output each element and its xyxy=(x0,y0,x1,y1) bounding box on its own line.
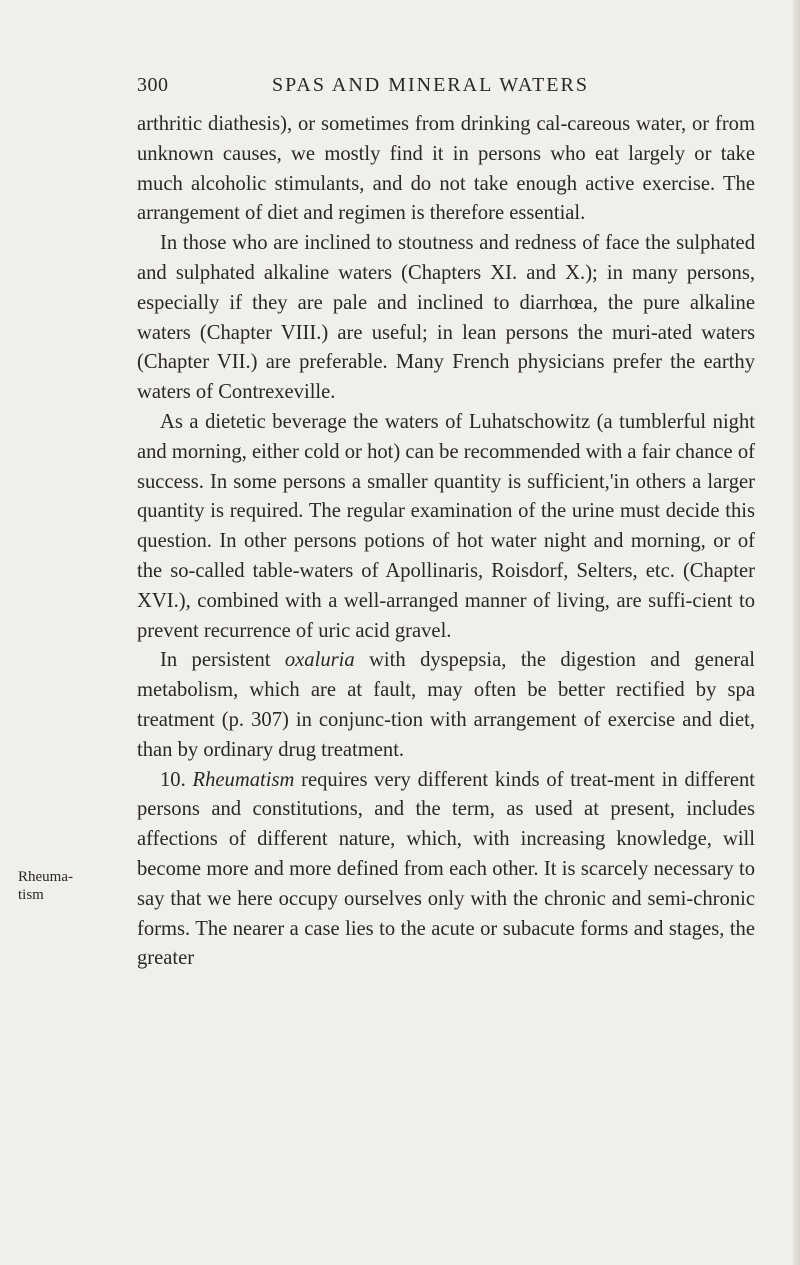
running-title: SPAS AND MINERAL WATERS xyxy=(272,74,589,96)
page-number: 300 xyxy=(137,74,169,96)
page-edge xyxy=(793,0,800,1265)
paragraph-3: As a dietetic beverage the waters of Luhatschowitz (a tumblerful night and morning, either cold or hot) can be recommended with a fair chance of success. In some persons a smaller quantity is sufficient,'in others a larger quantity is required. The regular examination of the urine must decide this question. In other persons potions of hot water night and morning, or of the so-called table-waters of Apollinaris, Roisdorf, Selters, etc. (Chapter XVI.), combined with a well-arranged manner of living, are suffi-cient to prevent recurrence of uric acid gravel. xyxy=(137,410,755,642)
body-text xyxy=(137,110,755,974)
paragraph-5 xyxy=(137,766,755,975)
paragraph-5-text-a: 10. xyxy=(160,768,193,791)
paragraph-2: In those who are inclined to stoutness and redness of face the sulphated and sulphated alkaline waters (Chapters XI. and X.); in many persons, especially if they are pale and inclined to diarrhœa, the pure alkaline waters (Chapter VIII.) are useful; in lean persons the muri-ated waters (Chapter VII.) are preferable. Many French physicians prefer the earthy waters of Contrexeville. xyxy=(137,232,755,404)
paragraph-4-text-a: In persistent xyxy=(160,649,285,672)
margin-note-rheumatism xyxy=(18,868,98,904)
paragraph-4-emphasis: oxaluria xyxy=(284,649,355,672)
page-header xyxy=(137,74,755,104)
paragraph-4-text-b: with dyspepsia, the digestion and general metabolism, which are at fault, may often be better rectified by spa treatment (p. 307) in conjunc-tion with arrangement of exercise and diet, than by ordinary drug treatment. xyxy=(137,649,755,761)
paragraph-1: arthritic diathesis), or sometimes from drinking cal-careous water, or from unknown causes, we mostly find it in persons who eat largely or take much alcoholic stimulants, and do not take enough active exercise. The arrangement of diet and regimen is therefore essential. xyxy=(137,113,755,225)
paragraph-4 xyxy=(137,646,755,765)
paragraph-5-text-b: requires very different kinds of treat-ment in different persons and constitutions, and the term, as used at present, includes affections of different nature, which, with increasing knowledge, will become more and more defined from each other. It is scarcely necessary to say that we here occupy ourselves only with the chronic and semi-chronic forms. The nearer a case lies to the acute or subacute forms and stages, the greater xyxy=(137,768,756,970)
margin-note-line-1: Rheuma- xyxy=(18,869,73,885)
margin-note-line-2: tism xyxy=(18,887,44,903)
paragraph-5-emphasis: Rheumatism xyxy=(192,768,295,791)
